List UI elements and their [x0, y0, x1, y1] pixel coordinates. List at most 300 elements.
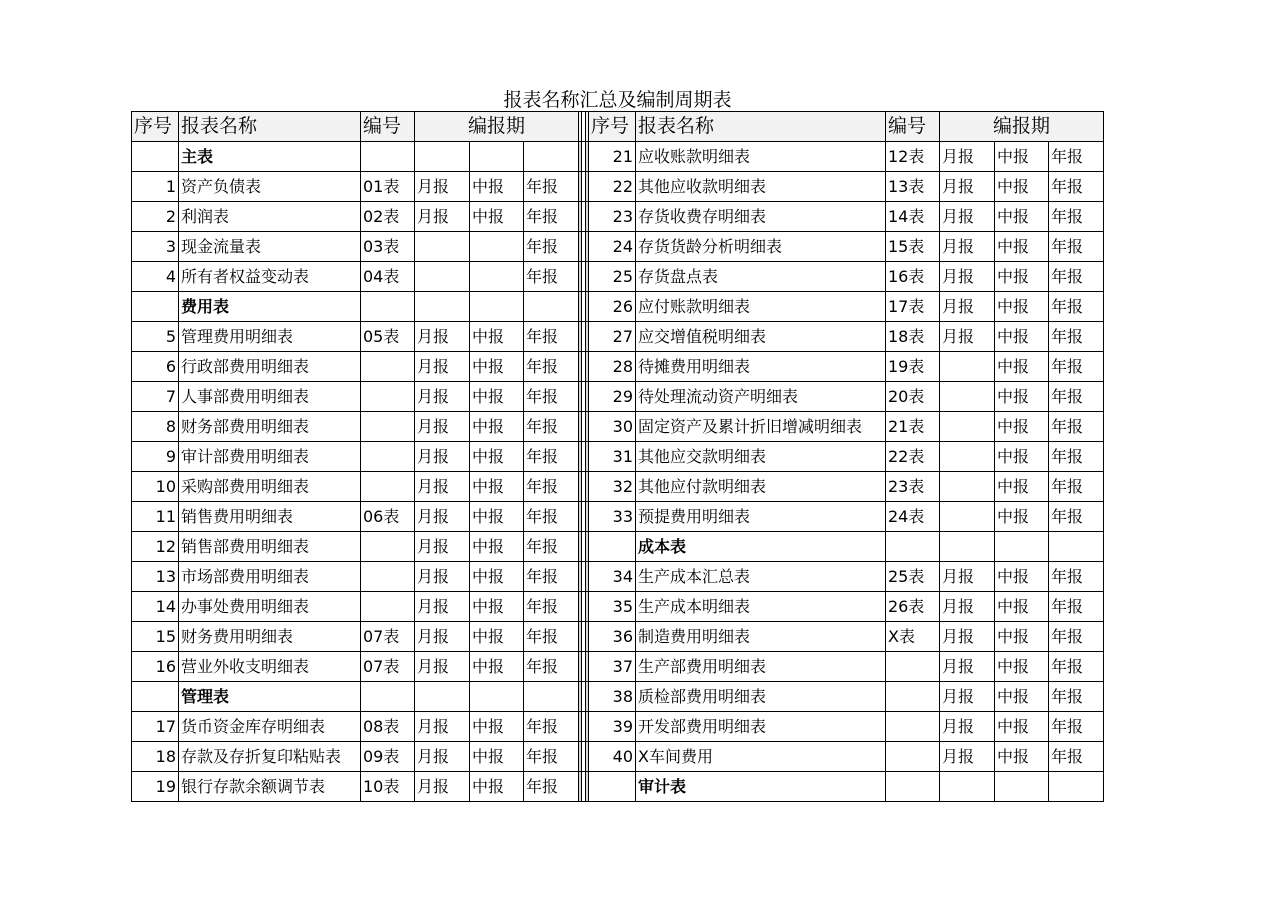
left-report-code: [361, 682, 415, 712]
table-row: [132, 262, 1104, 292]
right-annual-period: [1049, 532, 1104, 562]
left-annual-period: 年报: [524, 232, 579, 262]
right-interim-period: 中报: [995, 442, 1049, 472]
left-row-seq: 9: [132, 442, 179, 472]
left-interim-period: 中报: [470, 472, 524, 502]
left-interim-period: 中报: [470, 532, 524, 562]
left-report-code: 08表: [361, 712, 415, 742]
left-interim-period: 中报: [470, 742, 524, 772]
left-interim-period: 中报: [470, 352, 524, 382]
column-separator: [579, 172, 589, 202]
header-period-right: 编报期: [940, 112, 1104, 142]
left-annual-period: 年报: [524, 592, 579, 622]
left-monthly-period: 月报: [415, 622, 470, 652]
right-report-code: 19表: [886, 352, 940, 382]
column-separator: [579, 772, 589, 802]
left-interim-period: [470, 292, 524, 322]
right-annual-period: 年报: [1049, 352, 1104, 382]
left-interim-period: 中报: [470, 562, 524, 592]
column-separator: [579, 682, 589, 712]
right-report-code: X表: [886, 622, 940, 652]
right-report-code: 26表: [886, 592, 940, 622]
table-row: [132, 592, 1104, 622]
left-report-name: 主表: [179, 142, 361, 172]
column-separator: [579, 352, 589, 382]
left-row-seq: 11: [132, 502, 179, 532]
left-report-code: 07表: [361, 622, 415, 652]
left-annual-period: 年报: [524, 772, 579, 802]
left-monthly-period: 月报: [415, 472, 470, 502]
left-row-seq: [132, 142, 179, 172]
left-interim-period: 中报: [470, 502, 524, 532]
left-row-seq: 18: [132, 742, 179, 772]
right-report-name: 应付账款明细表: [636, 292, 886, 322]
left-report-code: 02表: [361, 202, 415, 232]
right-interim-period: 中报: [995, 142, 1049, 172]
right-annual-period: 年报: [1049, 592, 1104, 622]
column-separator: [579, 472, 589, 502]
left-row-seq: 14: [132, 592, 179, 622]
left-report-code: 04表: [361, 262, 415, 292]
left-report-code: 03表: [361, 232, 415, 262]
right-interim-period: 中报: [995, 562, 1049, 592]
left-monthly-period: 月报: [415, 502, 470, 532]
table-row: [132, 622, 1104, 652]
header-code-left: 编号: [361, 112, 415, 142]
right-row-seq: 28: [589, 352, 636, 382]
left-row-seq: 6: [132, 352, 179, 382]
right-monthly-period: [940, 352, 995, 382]
right-annual-period: 年报: [1049, 712, 1104, 742]
header-code-right: 编号: [886, 112, 940, 142]
right-interim-period: 中报: [995, 622, 1049, 652]
right-report-name: 其他应交款明细表: [636, 442, 886, 472]
right-report-name: 开发部费用明细表: [636, 712, 886, 742]
left-report-code: [361, 592, 415, 622]
right-row-seq: [589, 772, 636, 802]
left-report-name: 审计部费用明细表: [179, 442, 361, 472]
table-row: [132, 412, 1104, 442]
column-separator: [579, 622, 589, 652]
left-interim-period: 中报: [470, 712, 524, 742]
left-annual-period: 年报: [524, 472, 579, 502]
right-report-name: X车间费用: [636, 742, 886, 772]
right-report-name: 应收账款明细表: [636, 142, 886, 172]
left-annual-period: 年报: [524, 262, 579, 292]
left-report-name: 采购部费用明细表: [179, 472, 361, 502]
header-seq-left: 序号: [132, 112, 179, 142]
left-report-code: [361, 292, 415, 322]
left-report-code: [361, 532, 415, 562]
left-interim-period: 中报: [470, 172, 524, 202]
left-annual-period: 年报: [524, 652, 579, 682]
right-row-seq: 30: [589, 412, 636, 442]
left-row-seq: 16: [132, 652, 179, 682]
right-row-seq: 31: [589, 442, 636, 472]
right-report-code: 17表: [886, 292, 940, 322]
right-row-seq: 24: [589, 232, 636, 262]
left-annual-period: 年报: [524, 202, 579, 232]
right-interim-period: 中报: [995, 682, 1049, 712]
left-interim-period: 中报: [470, 652, 524, 682]
right-report-name: 预提费用明细表: [636, 502, 886, 532]
left-report-name: 存款及存折复印粘贴表: [179, 742, 361, 772]
left-row-seq: 10: [132, 472, 179, 502]
left-row-seq: 12: [132, 532, 179, 562]
right-report-name: 其他应收款明细表: [636, 172, 886, 202]
right-row-seq: 25: [589, 262, 636, 292]
column-separator: [579, 532, 589, 562]
left-report-name: 费用表: [179, 292, 361, 322]
right-annual-period: 年报: [1049, 202, 1104, 232]
table-row: [132, 142, 1104, 172]
left-annual-period: [524, 142, 579, 172]
right-monthly-period: 月报: [940, 742, 995, 772]
right-report-name: 质检部费用明细表: [636, 682, 886, 712]
table-row: [132, 322, 1104, 352]
left-annual-period: 年报: [524, 712, 579, 742]
right-monthly-period: [940, 772, 995, 802]
left-report-name: 销售费用明细表: [179, 502, 361, 532]
column-separator: [579, 592, 589, 622]
right-interim-period: 中报: [995, 652, 1049, 682]
right-interim-period: 中报: [995, 292, 1049, 322]
right-report-code: [886, 772, 940, 802]
right-report-name: 固定资产及累计折旧增减明细表: [636, 412, 886, 442]
left-report-code: 05表: [361, 322, 415, 352]
left-report-code: 09表: [361, 742, 415, 772]
right-report-code: [886, 652, 940, 682]
left-report-code: 06表: [361, 502, 415, 532]
column-separator: [579, 142, 589, 172]
right-interim-period: [995, 772, 1049, 802]
left-interim-period: 中报: [470, 772, 524, 802]
right-annual-period: 年报: [1049, 412, 1104, 442]
right-interim-period: 中报: [995, 202, 1049, 232]
right-row-seq: 37: [589, 652, 636, 682]
left-report-name: 货币资金库存明细表: [179, 712, 361, 742]
left-row-seq: 15: [132, 622, 179, 652]
left-row-seq: 2: [132, 202, 179, 232]
left-interim-period: [470, 142, 524, 172]
left-report-code: 01表: [361, 172, 415, 202]
right-monthly-period: 月报: [940, 262, 995, 292]
left-interim-period: 中报: [470, 622, 524, 652]
right-row-seq: 38: [589, 682, 636, 712]
left-annual-period: 年报: [524, 502, 579, 532]
left-report-name: 管理表: [179, 682, 361, 712]
table-row: [132, 532, 1104, 562]
right-annual-period: 年报: [1049, 142, 1104, 172]
header-name-right: 报表名称: [636, 112, 886, 142]
right-report-name: 存货收费存明细表: [636, 202, 886, 232]
right-interim-period: 中报: [995, 232, 1049, 262]
left-interim-period: 中报: [470, 322, 524, 352]
left-report-name: 销售部费用明细表: [179, 532, 361, 562]
left-monthly-period: 月报: [415, 592, 470, 622]
left-interim-period: 中报: [470, 442, 524, 472]
right-report-name: 存货货龄分析明细表: [636, 232, 886, 262]
left-interim-period: 中报: [470, 382, 524, 412]
right-monthly-period: [940, 442, 995, 472]
right-interim-period: 中报: [995, 352, 1049, 382]
column-separator: [579, 202, 589, 232]
right-report-name: 生产成本明细表: [636, 592, 886, 622]
right-monthly-period: 月报: [940, 232, 995, 262]
left-annual-period: 年报: [524, 352, 579, 382]
header-seq-right: 序号: [589, 112, 636, 142]
right-monthly-period: 月报: [940, 292, 995, 322]
left-monthly-period: 月报: [415, 562, 470, 592]
right-row-seq: 34: [589, 562, 636, 592]
right-report-code: 23表: [886, 472, 940, 502]
left-monthly-period: 月报: [415, 322, 470, 352]
right-interim-period: 中报: [995, 262, 1049, 292]
right-report-name: 成本表: [636, 532, 886, 562]
left-annual-period: 年报: [524, 742, 579, 772]
left-monthly-period: 月报: [415, 712, 470, 742]
left-annual-period: 年报: [524, 622, 579, 652]
table-row: [132, 652, 1104, 682]
right-monthly-period: [940, 382, 995, 412]
left-row-seq: 5: [132, 322, 179, 352]
right-row-seq: 33: [589, 502, 636, 532]
right-monthly-period: 月报: [940, 142, 995, 172]
left-interim-period: 中报: [470, 592, 524, 622]
right-monthly-period: 月报: [940, 592, 995, 622]
table-row: [132, 502, 1104, 532]
right-report-name: 生产部费用明细表: [636, 652, 886, 682]
left-monthly-period: [415, 682, 470, 712]
left-annual-period: [524, 682, 579, 712]
right-annual-period: 年报: [1049, 502, 1104, 532]
header-name-left: 报表名称: [179, 112, 361, 142]
left-annual-period: 年报: [524, 382, 579, 412]
right-monthly-period: [940, 502, 995, 532]
table-row: [132, 772, 1104, 802]
right-interim-period: 中报: [995, 592, 1049, 622]
left-report-code: [361, 382, 415, 412]
right-row-seq: 21: [589, 142, 636, 172]
column-separator: [579, 712, 589, 742]
left-report-name: 营业外收支明细表: [179, 652, 361, 682]
left-report-name: 市场部费用明细表: [179, 562, 361, 592]
left-monthly-period: 月报: [415, 172, 470, 202]
right-interim-period: 中报: [995, 172, 1049, 202]
table-row: [132, 202, 1104, 232]
right-annual-period: 年报: [1049, 292, 1104, 322]
table-row: [132, 442, 1104, 472]
left-monthly-period: 月报: [415, 412, 470, 442]
right-annual-period: 年报: [1049, 442, 1104, 472]
right-row-seq: 36: [589, 622, 636, 652]
left-row-seq: 17: [132, 712, 179, 742]
right-row-seq: 26: [589, 292, 636, 322]
left-monthly-period: [415, 292, 470, 322]
right-annual-period: 年报: [1049, 232, 1104, 262]
left-annual-period: 年报: [524, 532, 579, 562]
left-monthly-period: [415, 232, 470, 262]
left-row-seq: 7: [132, 382, 179, 412]
right-report-code: 13表: [886, 172, 940, 202]
left-report-code: 07表: [361, 652, 415, 682]
column-separator: [579, 112, 589, 142]
right-report-code: 15表: [886, 232, 940, 262]
left-row-seq: 8: [132, 412, 179, 442]
column-separator: [579, 262, 589, 292]
column-separator: [579, 412, 589, 442]
column-separator: [579, 442, 589, 472]
right-row-seq: [589, 532, 636, 562]
left-report-code: [361, 472, 415, 502]
right-report-code: [886, 742, 940, 772]
left-report-name: 现金流量表: [179, 232, 361, 262]
left-row-seq: [132, 682, 179, 712]
right-annual-period: 年报: [1049, 562, 1104, 592]
left-row-seq: 19: [132, 772, 179, 802]
table-row: [132, 292, 1104, 322]
left-report-code: [361, 562, 415, 592]
left-monthly-period: 月报: [415, 652, 470, 682]
right-report-code: 14表: [886, 202, 940, 232]
left-annual-period: 年报: [524, 322, 579, 352]
left-report-code: [361, 352, 415, 382]
right-row-seq: 39: [589, 712, 636, 742]
right-annual-period: 年报: [1049, 472, 1104, 502]
right-row-seq: 22: [589, 172, 636, 202]
left-annual-period: 年报: [524, 562, 579, 592]
right-report-code: 18表: [886, 322, 940, 352]
left-monthly-period: [415, 142, 470, 172]
left-row-seq: 3: [132, 232, 179, 262]
left-report-name: 利润表: [179, 202, 361, 232]
left-report-code: [361, 142, 415, 172]
left-monthly-period: 月报: [415, 742, 470, 772]
report-summary-table: [131, 111, 1104, 802]
left-interim-period: 中报: [470, 202, 524, 232]
right-interim-period: 中报: [995, 412, 1049, 442]
right-annual-period: 年报: [1049, 682, 1104, 712]
right-row-seq: 40: [589, 742, 636, 772]
left-interim-period: [470, 682, 524, 712]
right-report-code: 12表: [886, 142, 940, 172]
left-annual-period: 年报: [524, 442, 579, 472]
right-report-code: 22表: [886, 442, 940, 472]
left-report-name: 资产负债表: [179, 172, 361, 202]
right-report-name: 审计表: [636, 772, 886, 802]
right-report-code: [886, 712, 940, 742]
left-report-name: 管理费用明细表: [179, 322, 361, 352]
left-annual-period: 年报: [524, 172, 579, 202]
right-report-code: 16表: [886, 262, 940, 292]
table-row: [132, 562, 1104, 592]
right-report-name: 存货盘点表: [636, 262, 886, 292]
left-report-name: 行政部费用明细表: [179, 352, 361, 382]
table-row: [132, 172, 1104, 202]
right-row-seq: 35: [589, 592, 636, 622]
left-interim-period: [470, 232, 524, 262]
right-monthly-period: 月报: [940, 682, 995, 712]
table-row: [132, 472, 1104, 502]
right-report-name: 应交增值税明细表: [636, 322, 886, 352]
column-separator: [579, 292, 589, 322]
table-row: [132, 682, 1104, 712]
left-report-name: 财务费用明细表: [179, 622, 361, 652]
right-annual-period: 年报: [1049, 262, 1104, 292]
left-report-name: 办事处费用明细表: [179, 592, 361, 622]
left-report-code: [361, 412, 415, 442]
left-interim-period: [470, 262, 524, 292]
left-monthly-period: 月报: [415, 442, 470, 472]
right-report-name: 待摊费用明细表: [636, 352, 886, 382]
right-annual-period: [1049, 772, 1104, 802]
right-report-code: 25表: [886, 562, 940, 592]
right-monthly-period: [940, 412, 995, 442]
right-annual-period: 年报: [1049, 652, 1104, 682]
table-row: [132, 712, 1104, 742]
right-monthly-period: 月报: [940, 622, 995, 652]
right-annual-period: 年报: [1049, 622, 1104, 652]
right-monthly-period: 月报: [940, 202, 995, 232]
right-report-code: [886, 532, 940, 562]
left-report-code: 10表: [361, 772, 415, 802]
left-annual-period: [524, 292, 579, 322]
right-monthly-period: 月报: [940, 712, 995, 742]
left-report-name: 银行存款余额调节表: [179, 772, 361, 802]
left-monthly-period: [415, 262, 470, 292]
left-report-name: 所有者权益变动表: [179, 262, 361, 292]
left-monthly-period: 月报: [415, 352, 470, 382]
left-monthly-period: 月报: [415, 202, 470, 232]
left-interim-period: 中报: [470, 412, 524, 442]
column-separator: [579, 652, 589, 682]
right-report-name: 待处理流动资产明细表: [636, 382, 886, 412]
right-report-code: 21表: [886, 412, 940, 442]
right-annual-period: 年报: [1049, 322, 1104, 352]
column-separator: [579, 322, 589, 352]
header-period-left: 编报期: [415, 112, 579, 142]
left-row-seq: 1: [132, 172, 179, 202]
right-interim-period: 中报: [995, 322, 1049, 352]
left-annual-period: 年报: [524, 412, 579, 442]
column-separator: [579, 742, 589, 772]
right-interim-period: 中报: [995, 472, 1049, 502]
right-annual-period: 年报: [1049, 742, 1104, 772]
left-report-name: 人事部费用明细表: [179, 382, 361, 412]
right-monthly-period: 月报: [940, 172, 995, 202]
column-separator: [579, 232, 589, 262]
table-row: [132, 232, 1104, 262]
table-row: [132, 352, 1104, 382]
right-interim-period: 中报: [995, 502, 1049, 532]
left-report-code: [361, 442, 415, 472]
right-row-seq: 32: [589, 472, 636, 502]
table-row: [132, 382, 1104, 412]
right-row-seq: 27: [589, 322, 636, 352]
right-row-seq: 29: [589, 382, 636, 412]
right-report-name: 其他应付款明细表: [636, 472, 886, 502]
left-monthly-period: 月报: [415, 382, 470, 412]
right-interim-period: 中报: [995, 382, 1049, 412]
right-report-code: 24表: [886, 502, 940, 532]
left-row-seq: 13: [132, 562, 179, 592]
column-separator: [579, 382, 589, 412]
right-monthly-period: 月报: [940, 652, 995, 682]
right-monthly-period: [940, 472, 995, 502]
page-title: 报表名称汇总及编制周期表: [503, 89, 732, 111]
right-report-name: 制造费用明细表: [636, 622, 886, 652]
right-interim-period: [995, 532, 1049, 562]
